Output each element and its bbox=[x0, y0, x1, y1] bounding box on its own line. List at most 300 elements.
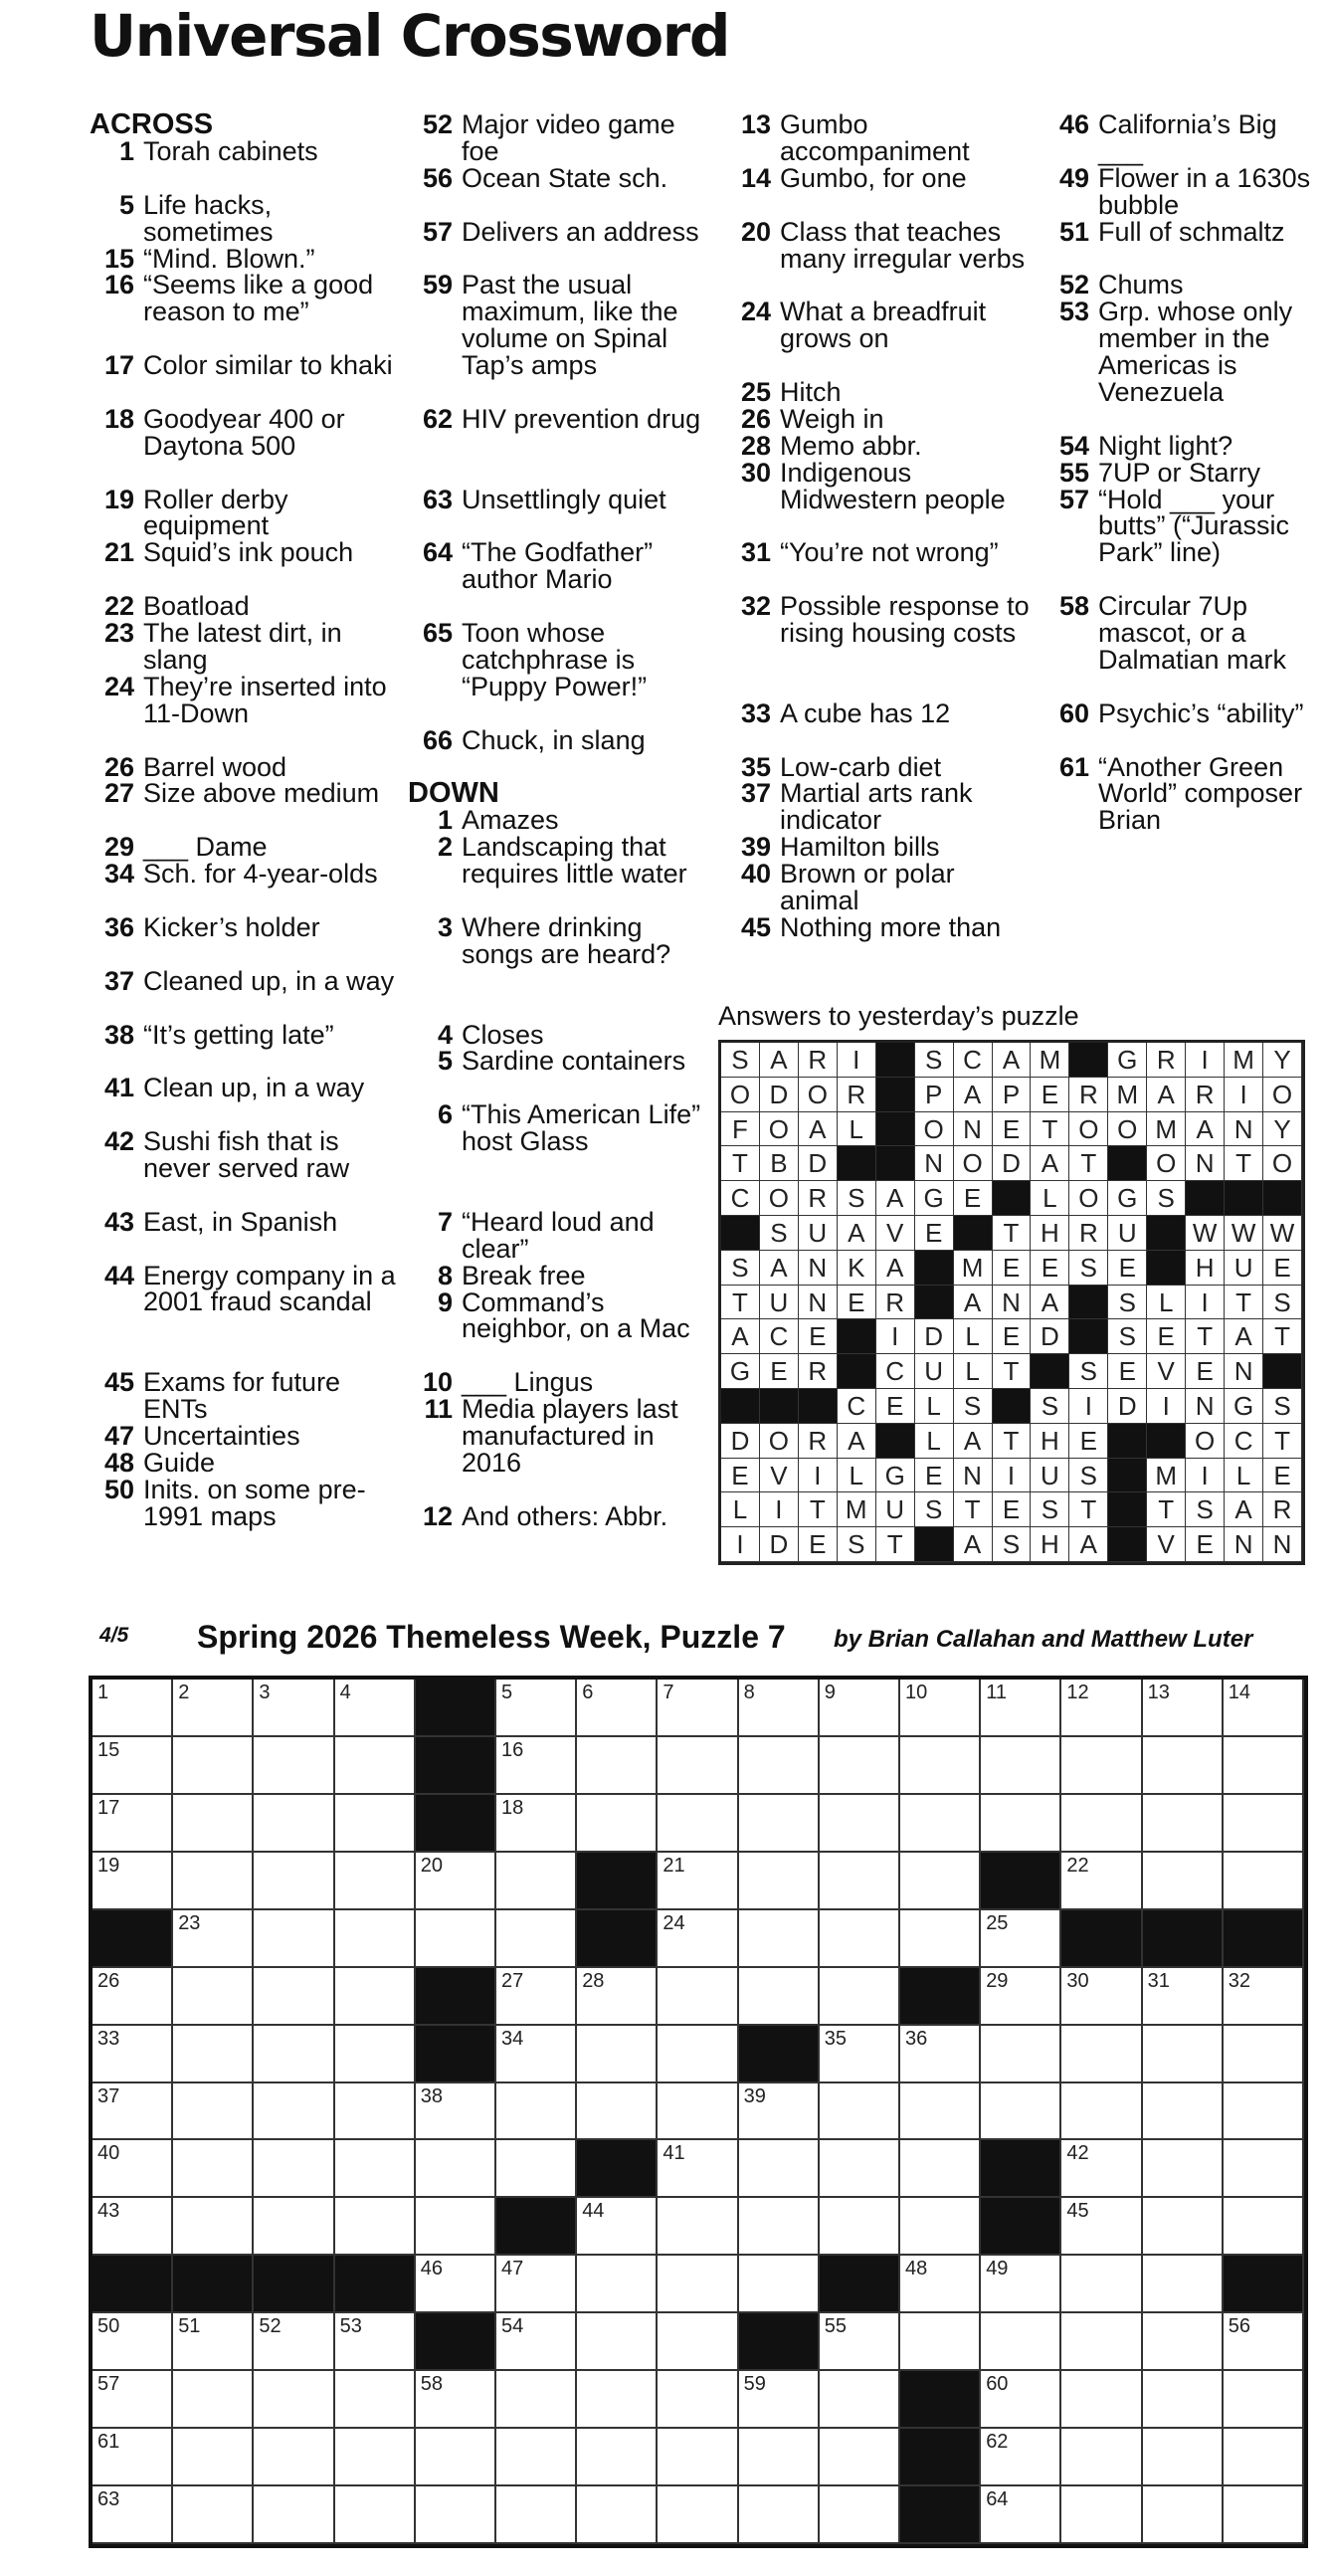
clue-number: 39 bbox=[740, 832, 771, 863]
grid-cell[interactable] bbox=[1143, 1968, 1224, 2026]
grid-cell[interactable] bbox=[1143, 2313, 1224, 2371]
grid-cell[interactable] bbox=[1061, 1968, 1142, 2026]
clue-item bbox=[90, 593, 398, 620]
grid-block bbox=[416, 2026, 496, 2083]
cell-number: 20 bbox=[420, 1854, 444, 1877]
grid-cell[interactable] bbox=[1224, 1737, 1304, 1795]
grid-cell[interactable] bbox=[1224, 2083, 1304, 2141]
grid-cell[interactable] bbox=[577, 2256, 658, 2313]
grid-cell[interactable] bbox=[496, 1737, 577, 1795]
answer-cell: G bbox=[915, 1181, 954, 1216]
clue-item bbox=[408, 1369, 716, 1396]
grid-cell[interactable] bbox=[577, 2313, 658, 2371]
answer-cell: E bbox=[760, 1354, 799, 1389]
grid-cell[interactable] bbox=[577, 1795, 658, 1853]
clue-text: Squid’s ink pouch bbox=[143, 537, 354, 568]
grid-cell[interactable] bbox=[173, 1910, 254, 1968]
clue-number: 32 bbox=[740, 591, 771, 622]
answer-cell: L bbox=[838, 1112, 876, 1147]
grid-cell[interactable] bbox=[820, 2429, 900, 2486]
grid-cell[interactable] bbox=[739, 2140, 820, 2198]
grid-cell[interactable] bbox=[577, 1680, 658, 1737]
grid-cell[interactable] bbox=[416, 2083, 496, 2141]
grid-cell[interactable] bbox=[820, 2313, 900, 2371]
answer-cell: S bbox=[1108, 1319, 1147, 1354]
grid-cell[interactable] bbox=[1061, 2429, 1142, 2486]
grid-cell[interactable] bbox=[1143, 2371, 1224, 2429]
answer-cell: O bbox=[1108, 1112, 1147, 1147]
cell-number: 24 bbox=[663, 1911, 685, 1934]
grid-cell[interactable] bbox=[658, 1737, 738, 1795]
answer-cell: M bbox=[1225, 1043, 1263, 1078]
clue-text: Color similar to khaki bbox=[143, 350, 393, 381]
grid-cell[interactable] bbox=[416, 2486, 496, 2544]
cell-number: 30 bbox=[1066, 1969, 1089, 1992]
grid-cell[interactable] bbox=[416, 1853, 496, 1910]
answer-cell: A bbox=[1147, 1078, 1186, 1112]
grid-cell[interactable] bbox=[93, 1737, 173, 1795]
grid-block bbox=[254, 2256, 334, 2313]
grid-cell[interactable] bbox=[335, 1737, 416, 1795]
grid-cell[interactable] bbox=[173, 2371, 254, 2429]
grid-cell[interactable] bbox=[254, 2486, 334, 2544]
clue-number: 59 bbox=[422, 270, 453, 300]
answer-cell: E bbox=[1186, 1354, 1225, 1389]
cell-number: 2 bbox=[178, 1682, 190, 1703]
answer-cell: S bbox=[760, 1216, 799, 1251]
cell-number: 27 bbox=[501, 1969, 524, 1992]
grid-cell[interactable] bbox=[739, 2371, 820, 2429]
grid-cell[interactable] bbox=[173, 1680, 254, 1737]
grid-cell[interactable] bbox=[254, 1795, 334, 1853]
grid-cell[interactable] bbox=[173, 2198, 254, 2256]
cell-number: 13 bbox=[1147, 1682, 1170, 1703]
grid-cell[interactable] bbox=[900, 2198, 981, 2256]
grid-cell[interactable] bbox=[900, 2256, 981, 2313]
grid-cell[interactable] bbox=[820, 1853, 900, 1910]
grid-cell[interactable] bbox=[739, 2486, 820, 2544]
grid-cell[interactable] bbox=[254, 1853, 334, 1910]
answer-cell: A bbox=[838, 1424, 876, 1459]
grid-cell[interactable] bbox=[416, 2429, 496, 2486]
grid-cell[interactable] bbox=[658, 2486, 738, 2544]
grid-cell[interactable] bbox=[173, 2140, 254, 2198]
answer-cell: C bbox=[721, 1181, 760, 1216]
grid-cell[interactable] bbox=[739, 1910, 820, 1968]
answer-cell: R bbox=[838, 1078, 876, 1112]
grid-cell[interactable] bbox=[1224, 2429, 1304, 2486]
grid-cell[interactable] bbox=[900, 2313, 981, 2371]
grid-cell[interactable] bbox=[496, 2371, 577, 2429]
grid-cell[interactable] bbox=[254, 1680, 334, 1737]
clue-text: Energy company in a 2001 fraud scandal bbox=[143, 1260, 396, 1317]
grid-cell[interactable] bbox=[658, 2198, 738, 2256]
grid-cell[interactable] bbox=[1143, 1795, 1224, 1853]
clue-item bbox=[726, 861, 1035, 914]
grid-cell[interactable] bbox=[1224, 2313, 1304, 2371]
grid-cell[interactable] bbox=[1143, 2198, 1224, 2256]
answer-cell bbox=[799, 1389, 838, 1424]
grid-cell[interactable] bbox=[820, 1795, 900, 1853]
grid-cell[interactable] bbox=[335, 2429, 416, 2486]
grid-cell[interactable] bbox=[981, 2429, 1061, 2486]
answer-cell: T bbox=[1069, 1492, 1108, 1527]
grid-cell[interactable] bbox=[173, 2486, 254, 2544]
grid-cell[interactable] bbox=[820, 2371, 900, 2429]
grid-cell[interactable] bbox=[93, 1795, 173, 1853]
cell-number: 29 bbox=[986, 1969, 1009, 1992]
cell-number: 23 bbox=[178, 1911, 201, 1934]
grid-cell[interactable] bbox=[1224, 1853, 1304, 1910]
grid-cell[interactable] bbox=[739, 1968, 820, 2026]
cell-number: 49 bbox=[986, 2258, 1009, 2280]
grid-cell[interactable] bbox=[1224, 2486, 1304, 2544]
grid-cell[interactable] bbox=[658, 2313, 738, 2371]
grid-cell[interactable] bbox=[1224, 1795, 1304, 1853]
grid-cell[interactable] bbox=[93, 2486, 173, 2544]
grid-cell[interactable] bbox=[416, 2198, 496, 2256]
grid-cell[interactable] bbox=[254, 1968, 334, 2026]
clue-text: Exams for future ENTs bbox=[143, 1367, 341, 1425]
grid-cell[interactable] bbox=[1061, 2256, 1142, 2313]
grid-cell[interactable] bbox=[981, 2486, 1061, 2544]
grid-cell[interactable] bbox=[1061, 2083, 1142, 2141]
answer-cell: R bbox=[799, 1424, 838, 1459]
grid-cell[interactable] bbox=[577, 2486, 658, 2544]
grid-cell[interactable] bbox=[739, 1853, 820, 1910]
answer-cell: U bbox=[876, 1492, 915, 1527]
grid-cell[interactable] bbox=[1224, 2198, 1304, 2256]
grid-cell[interactable] bbox=[254, 2198, 334, 2256]
grid-cell[interactable] bbox=[1224, 2371, 1304, 2429]
grid-cell[interactable] bbox=[254, 1910, 334, 1968]
grid-cell[interactable] bbox=[93, 2371, 173, 2429]
grid-cell[interactable] bbox=[93, 2313, 173, 2371]
grid-cell[interactable] bbox=[496, 2486, 577, 2544]
grid-cell[interactable] bbox=[981, 2313, 1061, 2371]
clue-number: 31 bbox=[740, 537, 771, 568]
answer-cell: C bbox=[760, 1319, 799, 1354]
answer-cell: S bbox=[721, 1251, 760, 1286]
grid-cell[interactable] bbox=[1224, 1680, 1304, 1737]
clue-text: Martial arts rank indicator bbox=[780, 778, 973, 836]
answer-cell: S bbox=[1147, 1181, 1186, 1216]
grid-cell[interactable] bbox=[416, 2371, 496, 2429]
grid-cell[interactable] bbox=[1224, 2140, 1304, 2198]
clue-column-1 bbox=[90, 108, 398, 1556]
answer-cell: V bbox=[1147, 1527, 1186, 1562]
clue-item bbox=[726, 376, 1035, 407]
cell-number: 58 bbox=[420, 2373, 444, 2396]
clue-text: Gumbo accompaniment bbox=[780, 109, 970, 166]
grid-cell[interactable] bbox=[981, 1795, 1061, 1853]
grid-cell[interactable] bbox=[496, 2256, 577, 2313]
grid-cell[interactable] bbox=[820, 2026, 900, 2083]
grid-cell[interactable] bbox=[739, 1737, 820, 1795]
clue-text: Sardine containers bbox=[462, 1046, 686, 1077]
grid-cell[interactable] bbox=[577, 1737, 658, 1795]
grid-cell[interactable] bbox=[173, 1968, 254, 2026]
grid-cell[interactable] bbox=[1143, 2140, 1224, 2198]
grid-cell[interactable] bbox=[577, 2026, 658, 2083]
grid-cell[interactable] bbox=[335, 1680, 416, 1737]
clue-item bbox=[1044, 216, 1323, 273]
grid-cell[interactable] bbox=[1143, 2486, 1224, 2544]
grid-cell[interactable] bbox=[1143, 1853, 1224, 1910]
grid-cell[interactable] bbox=[658, 2429, 738, 2486]
grid-cell[interactable] bbox=[658, 2026, 738, 2083]
answer-cell: T bbox=[1069, 1146, 1108, 1181]
grid-cell[interactable] bbox=[254, 2026, 334, 2083]
grid-cell[interactable] bbox=[254, 2083, 334, 2141]
grid-cell[interactable] bbox=[820, 2486, 900, 2544]
grid-cell[interactable] bbox=[93, 2429, 173, 2486]
grid-cell[interactable] bbox=[1061, 2371, 1142, 2429]
grid-cell[interactable] bbox=[577, 2083, 658, 2141]
grid-cell[interactable] bbox=[739, 1680, 820, 1737]
grid-cell[interactable] bbox=[981, 1910, 1061, 1968]
grid-cell[interactable] bbox=[1143, 2429, 1224, 2486]
grid-cell[interactable] bbox=[739, 2083, 820, 2141]
cell-number: 16 bbox=[501, 1738, 524, 1761]
grid-cell[interactable] bbox=[173, 2083, 254, 2141]
grid-cell[interactable] bbox=[900, 2083, 981, 2141]
cell-number: 8 bbox=[743, 1682, 755, 1703]
grid-cell[interactable] bbox=[1224, 1968, 1304, 2026]
clue-item bbox=[726, 403, 1035, 434]
grid-cell[interactable] bbox=[173, 1795, 254, 1853]
grid-cell[interactable] bbox=[577, 2371, 658, 2429]
grid-cell[interactable] bbox=[1224, 2026, 1304, 2083]
clue-item bbox=[1044, 484, 1323, 594]
clue-column-2 bbox=[408, 111, 716, 1556]
clue-text: Landscaping that requires little water bbox=[462, 832, 687, 890]
grid-cell[interactable] bbox=[981, 2371, 1061, 2429]
grid-cell[interactable] bbox=[254, 2429, 334, 2486]
grid-cell[interactable] bbox=[335, 1853, 416, 1910]
grid-cell[interactable] bbox=[1061, 2026, 1142, 2083]
grid-cell[interactable] bbox=[577, 2198, 658, 2256]
grid-cell[interactable] bbox=[93, 2083, 173, 2141]
clue-item bbox=[1044, 697, 1323, 754]
grid-cell[interactable] bbox=[335, 2198, 416, 2256]
answer-cell: N bbox=[915, 1146, 954, 1181]
grid-cell[interactable] bbox=[981, 2026, 1061, 2083]
grid-cell[interactable] bbox=[335, 1795, 416, 1853]
answer-cell: W bbox=[1263, 1216, 1302, 1251]
clue-item bbox=[726, 780, 1035, 834]
grid-cell[interactable] bbox=[820, 1910, 900, 1968]
grid-cell[interactable] bbox=[335, 2486, 416, 2544]
grid-cell[interactable] bbox=[1061, 2198, 1142, 2256]
grid-cell[interactable] bbox=[335, 2140, 416, 2198]
cell-number: 46 bbox=[420, 2258, 444, 2280]
clue-number: 22 bbox=[103, 591, 134, 622]
answer-cell: Y bbox=[1263, 1043, 1302, 1078]
grid-cell[interactable] bbox=[900, 2026, 981, 2083]
grid-cell[interactable] bbox=[1061, 2140, 1142, 2198]
grid-cell[interactable] bbox=[496, 1910, 577, 1968]
grid-cell[interactable] bbox=[820, 2140, 900, 2198]
clue-text: Unsettlingly quiet bbox=[462, 484, 666, 514]
grid-cell[interactable] bbox=[335, 2371, 416, 2429]
clue-item bbox=[90, 1206, 398, 1263]
answer-cell: O bbox=[1263, 1146, 1302, 1181]
clue-text: Gumbo, for one bbox=[780, 162, 967, 193]
clue-item bbox=[90, 1075, 398, 1128]
grid-cell[interactable] bbox=[820, 1680, 900, 1737]
clue-text: Chums bbox=[1098, 270, 1184, 300]
grid-cell[interactable] bbox=[820, 2198, 900, 2256]
clue-text: The latest dirt, in slang bbox=[143, 618, 342, 675]
grid-cell[interactable] bbox=[335, 2083, 416, 2141]
grid-cell[interactable] bbox=[1061, 2313, 1142, 2371]
answers-heading: Answers to yesterday’s puzzle bbox=[718, 1001, 1079, 1031]
grid-cell[interactable] bbox=[820, 1968, 900, 2026]
grid-cell[interactable] bbox=[658, 1795, 738, 1853]
grid-cell[interactable] bbox=[900, 2140, 981, 2198]
grid-cell[interactable] bbox=[1143, 1680, 1224, 1737]
cell-number: 26 bbox=[97, 1969, 120, 1992]
grid-cell[interactable] bbox=[981, 1737, 1061, 1795]
grid-cell[interactable] bbox=[254, 2371, 334, 2429]
grid-cell[interactable] bbox=[173, 2313, 254, 2371]
grid-cell[interactable] bbox=[173, 2429, 254, 2486]
grid-cell[interactable] bbox=[416, 2140, 496, 2198]
grid-cell[interactable] bbox=[739, 2429, 820, 2486]
grid-cell[interactable] bbox=[93, 1680, 173, 1737]
grid-cell[interactable] bbox=[335, 1910, 416, 1968]
clue-text: Roller derby equipment bbox=[143, 484, 288, 541]
clue-number: 48 bbox=[103, 1447, 134, 1478]
grid-cell[interactable] bbox=[173, 1737, 254, 1795]
answer-cell: W bbox=[1225, 1216, 1263, 1251]
grid-cell[interactable] bbox=[1143, 2083, 1224, 2141]
grid-cell[interactable] bbox=[416, 2256, 496, 2313]
grid-cell[interactable] bbox=[496, 2429, 577, 2486]
answer-cell: E bbox=[954, 1181, 993, 1216]
cell-number: 45 bbox=[1066, 2200, 1089, 2223]
grid-cell[interactable] bbox=[1061, 1680, 1142, 1737]
clue-item bbox=[726, 111, 1035, 165]
answer-cell: S bbox=[915, 1492, 954, 1527]
answer-cell: T bbox=[876, 1527, 915, 1562]
grid-cell[interactable] bbox=[981, 2256, 1061, 2313]
grid-cell[interactable] bbox=[93, 1968, 173, 2026]
answer-cell: R bbox=[1069, 1216, 1108, 1251]
grid-cell[interactable] bbox=[496, 1853, 577, 1910]
grid-cell[interactable] bbox=[820, 2083, 900, 2141]
grid-cell[interactable] bbox=[173, 1853, 254, 1910]
answer-cell: M bbox=[1108, 1078, 1147, 1112]
grid-cell[interactable] bbox=[577, 2429, 658, 2486]
grid-cell[interactable] bbox=[981, 1680, 1061, 1737]
puzzle-date: 4/5 bbox=[99, 1624, 129, 1647]
grid-cell[interactable] bbox=[1143, 2026, 1224, 2083]
grid-cell[interactable] bbox=[173, 2026, 254, 2083]
answer-cell bbox=[838, 1146, 876, 1181]
grid-cell[interactable] bbox=[1061, 1737, 1142, 1795]
grid-cell[interactable] bbox=[658, 2371, 738, 2429]
grid-cell[interactable] bbox=[496, 2026, 577, 2083]
grid-cell[interactable] bbox=[739, 2198, 820, 2256]
clue-text: Circular 7Up mascot, or a Dalmatian mark bbox=[1098, 591, 1287, 675]
answer-cell: A bbox=[1069, 1527, 1108, 1562]
grid-cell[interactable] bbox=[335, 1968, 416, 2026]
grid-cell[interactable] bbox=[900, 1680, 981, 1737]
answer-cell: O bbox=[1069, 1181, 1108, 1216]
grid-block bbox=[900, 2486, 981, 2544]
grid-cell[interactable] bbox=[496, 2083, 577, 2141]
grid-cell[interactable] bbox=[900, 1737, 981, 1795]
grid-cell[interactable] bbox=[1061, 1795, 1142, 1853]
grid-cell[interactable] bbox=[658, 1968, 738, 2026]
crossword-grid bbox=[89, 1676, 1308, 2548]
answer-cell: D bbox=[799, 1146, 838, 1181]
grid-cell[interactable] bbox=[335, 2026, 416, 2083]
grid-cell[interactable] bbox=[496, 1680, 577, 1737]
grid-block bbox=[577, 1853, 658, 1910]
grid-cell[interactable] bbox=[1143, 1737, 1224, 1795]
grid-cell[interactable] bbox=[658, 2140, 738, 2198]
grid-cell[interactable] bbox=[93, 2140, 173, 2198]
grid-block bbox=[93, 2256, 173, 2313]
answer-cell: T bbox=[721, 1286, 760, 1320]
grid-cell[interactable] bbox=[1143, 2256, 1224, 2313]
grid-cell[interactable] bbox=[335, 2313, 416, 2371]
grid-cell[interactable] bbox=[93, 2198, 173, 2256]
grid-cell[interactable] bbox=[1061, 1853, 1142, 1910]
grid-cell[interactable] bbox=[658, 1910, 738, 1968]
clue-number: 30 bbox=[740, 457, 771, 488]
grid-cell[interactable] bbox=[658, 1853, 738, 1910]
grid-cell[interactable] bbox=[981, 1968, 1061, 2026]
grid-cell[interactable] bbox=[496, 2313, 577, 2371]
grid-cell[interactable] bbox=[900, 1910, 981, 1968]
grid-cell[interactable] bbox=[900, 1795, 981, 1853]
grid-cell[interactable] bbox=[496, 2140, 577, 2198]
grid-cell[interactable] bbox=[93, 1853, 173, 1910]
grid-cell[interactable] bbox=[739, 1795, 820, 1853]
grid-cell[interactable] bbox=[254, 2140, 334, 2198]
grid-cell[interactable] bbox=[254, 1737, 334, 1795]
grid-cell[interactable] bbox=[739, 2256, 820, 2313]
answer-cell: O bbox=[954, 1146, 993, 1181]
grid-cell[interactable] bbox=[416, 1910, 496, 1968]
grid-cell[interactable] bbox=[658, 1680, 738, 1737]
answer-cell: T bbox=[954, 1492, 993, 1527]
grid-cell[interactable] bbox=[93, 2026, 173, 2083]
clue-text: “Hold ___ your butts” (“Jurassic Park” line) bbox=[1098, 484, 1290, 568]
clue-item bbox=[408, 807, 716, 834]
grid-cell[interactable] bbox=[820, 1737, 900, 1795]
grid-cell[interactable] bbox=[577, 1968, 658, 2026]
clue-text: “It’s getting late” bbox=[143, 1019, 334, 1050]
grid-cell[interactable] bbox=[658, 2083, 738, 2141]
grid-cell[interactable] bbox=[254, 2313, 334, 2371]
answer-cell bbox=[915, 1527, 954, 1562]
grid-cell[interactable] bbox=[496, 1795, 577, 1853]
grid-cell[interactable] bbox=[900, 1853, 981, 1910]
grid-cell[interactable] bbox=[1061, 2486, 1142, 2544]
clue-item bbox=[408, 484, 716, 540]
grid-cell[interactable] bbox=[496, 1968, 577, 2026]
grid-cell[interactable] bbox=[981, 2083, 1061, 2141]
cell-number: 40 bbox=[97, 2142, 120, 2165]
grid-cell[interactable] bbox=[658, 2256, 738, 2313]
clue-number: 51 bbox=[1058, 216, 1089, 247]
answer-cell: O bbox=[760, 1112, 799, 1147]
